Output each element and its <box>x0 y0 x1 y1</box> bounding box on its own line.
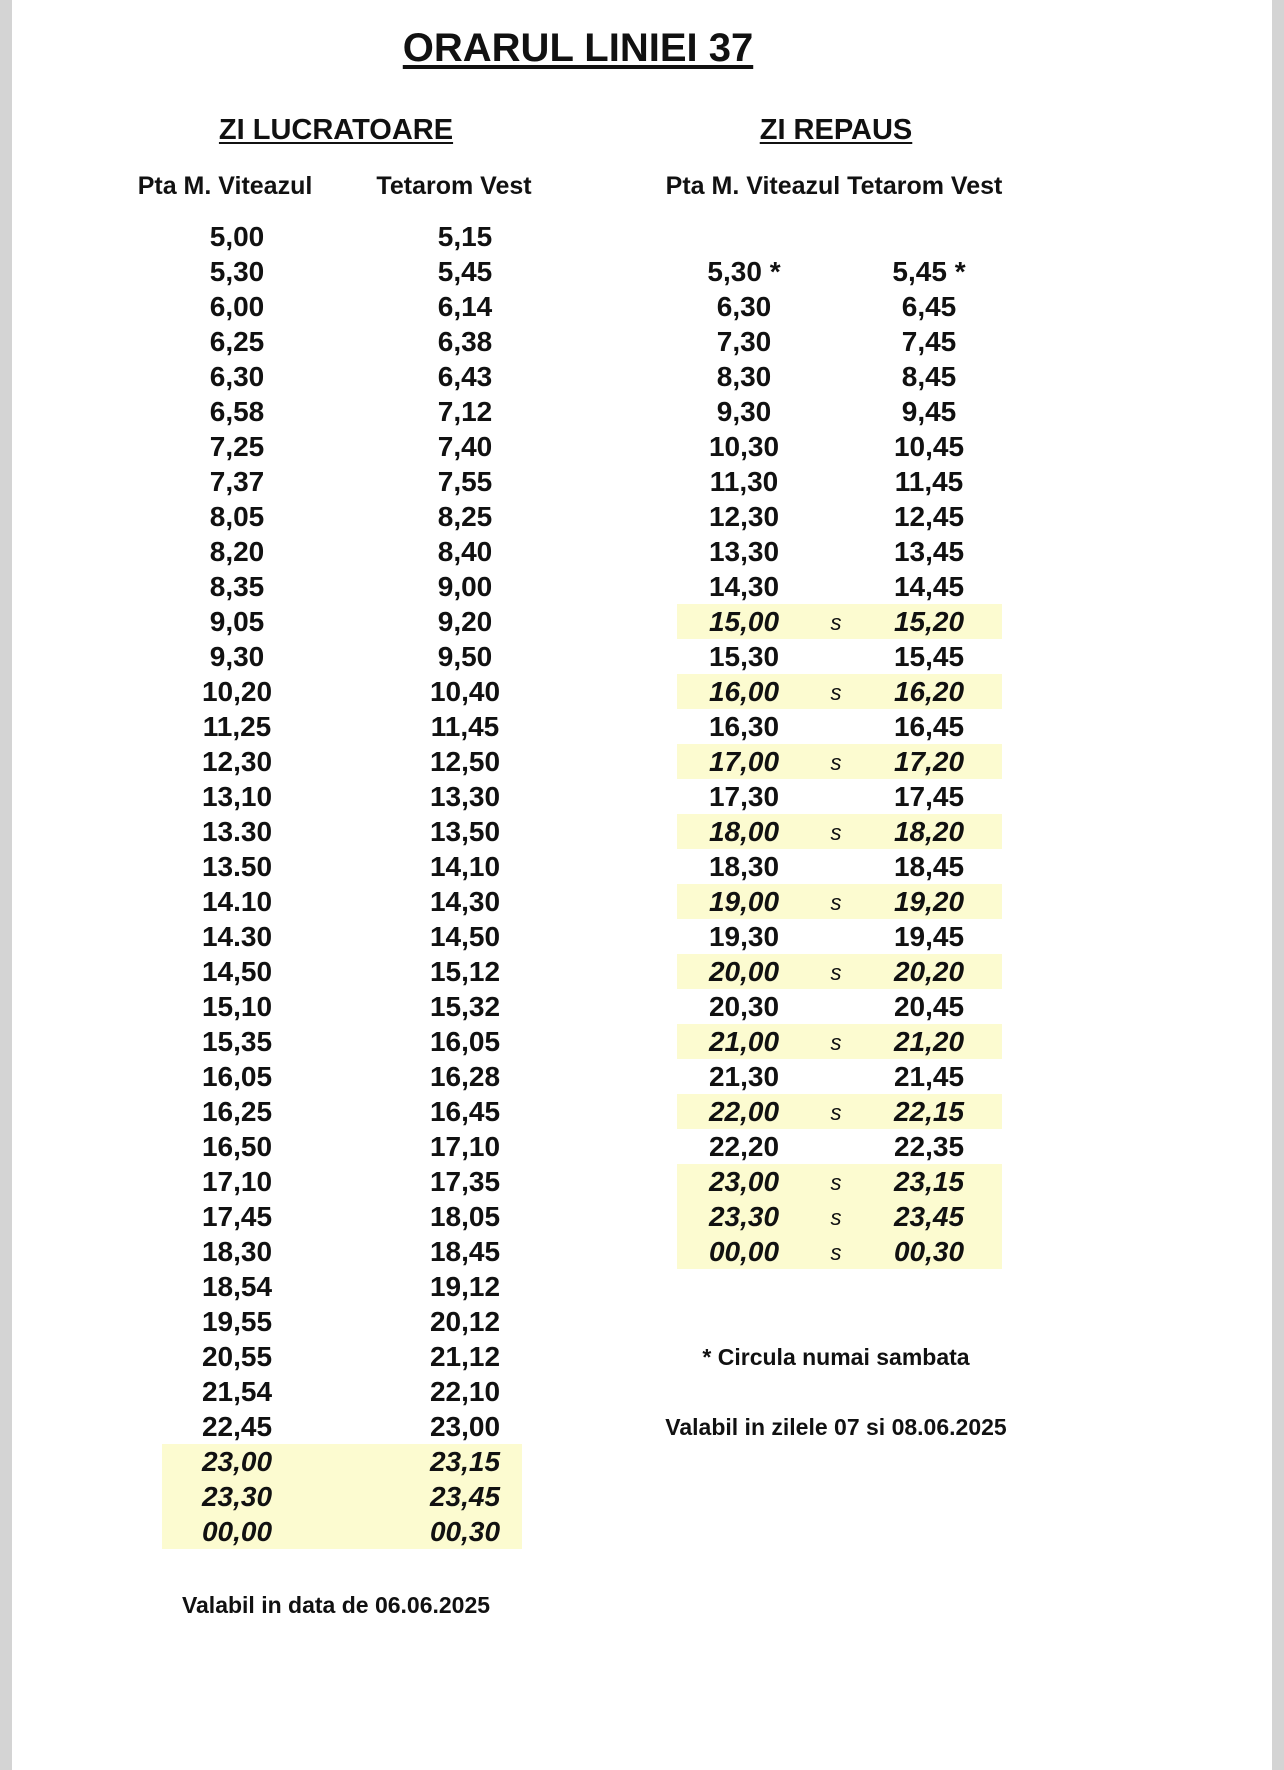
table-row <box>677 639 1002 674</box>
return-time: 22,15 <box>893 1096 965 1127</box>
table-row <box>677 289 1002 324</box>
return-time: 13,50 <box>429 816 501 847</box>
table-row <box>677 534 1002 569</box>
table-row <box>677 1129 1002 1164</box>
return-time: 17,20 <box>893 746 965 777</box>
return-time: 20,12 <box>429 1306 501 1337</box>
table-row <box>162 499 522 534</box>
table-row <box>677 394 1002 429</box>
table-row <box>162 919 522 954</box>
return-time: 00,30 <box>893 1236 965 1267</box>
departure-time: 11,25 <box>202 711 272 742</box>
return-time: 16,05 <box>429 1026 501 1057</box>
table-row <box>162 709 522 744</box>
table-row <box>162 1234 522 1269</box>
return-time: 19,45 <box>893 921 965 952</box>
departure-time: 18,30 <box>708 851 780 882</box>
return-time: 19,20 <box>893 886 965 917</box>
table-row <box>162 1514 522 1549</box>
weekday-validity-note: Valabil in data de 06.06.2025 <box>181 1592 491 1618</box>
service-mark: s <box>830 820 842 845</box>
departure-time: 5,30 <box>209 256 265 287</box>
departure-time: 7,37 <box>209 466 265 497</box>
departure-time: 14,30 <box>708 571 780 602</box>
table-row <box>162 884 522 919</box>
return-time: 23,15 <box>893 1166 965 1197</box>
departure-time: 17,00 <box>708 746 780 777</box>
table-row <box>162 1444 522 1479</box>
return-time: 17,35 <box>429 1166 501 1197</box>
departure-time: 18,30 <box>201 1236 273 1267</box>
return-time: 9,45 <box>901 396 957 427</box>
departure-time: 18,00 <box>708 816 780 847</box>
departure-time: 22,00 <box>708 1096 780 1127</box>
departure-time: 8,05 <box>209 501 265 532</box>
return-time: 22,10 <box>429 1376 501 1407</box>
table-row <box>162 954 522 989</box>
table-row <box>677 1059 1002 1094</box>
return-time: 15,20 <box>893 606 965 637</box>
table-row <box>677 744 1002 779</box>
return-time: 21,20 <box>893 1026 965 1057</box>
departure-time: 10,20 <box>201 676 273 707</box>
return-time: 5,15 <box>437 221 493 252</box>
return-time: 15,32 <box>429 991 501 1022</box>
departure-time: 00,00 <box>708 1236 780 1267</box>
departure-time: 14.30 <box>201 921 273 952</box>
table-row <box>677 884 1002 919</box>
departure-time: 14.10 <box>201 886 273 917</box>
service-mark: s <box>830 680 842 705</box>
departure-time: 13.50 <box>201 851 273 882</box>
departure-time: 23,30 <box>201 1481 273 1512</box>
table-row <box>677 429 1002 464</box>
return-time: 12,45 <box>893 501 965 532</box>
table-row <box>162 1129 522 1164</box>
table-row <box>162 534 522 569</box>
departure-time: 16,50 <box>201 1131 273 1162</box>
departure-time: 12,30 <box>708 501 780 532</box>
return-time: 22,35 <box>893 1131 965 1162</box>
weekday-col-origin: Pta M. Viteazul <box>137 172 313 200</box>
return-time: 5,45 * <box>892 256 966 287</box>
weekend-col-header: Pta M. Viteazul Tetarom Vest <box>665 172 1003 200</box>
return-time: 6,43 <box>437 361 493 392</box>
table-row <box>162 1479 522 1514</box>
table-row <box>162 1339 522 1374</box>
service-mark: s <box>830 1100 842 1125</box>
return-time: 21,12 <box>429 1341 501 1372</box>
departure-time: 8,30 <box>716 361 772 392</box>
return-time: 7,40 <box>437 431 493 462</box>
departure-time: 23,00 <box>708 1166 780 1197</box>
weekday-timetable <box>162 219 522 1549</box>
table-row <box>162 1199 522 1234</box>
table-row <box>677 919 1002 954</box>
service-mark: s <box>830 890 842 915</box>
table-row <box>162 359 522 394</box>
return-time: 13,45 <box>893 536 965 567</box>
page-title: ORARUL LINIEI 37 <box>402 26 754 70</box>
table-row <box>162 254 522 289</box>
table-row <box>162 394 522 429</box>
departure-time: 16,30 <box>708 711 780 742</box>
return-time: 6,38 <box>437 326 493 357</box>
return-time: 9,50 <box>437 641 493 672</box>
departure-time: 13,30 <box>708 536 780 567</box>
table-row <box>677 254 1002 289</box>
return-time: 9,20 <box>437 606 493 637</box>
table-row <box>162 814 522 849</box>
table-row <box>162 1374 522 1409</box>
return-time: 11,45 <box>894 466 964 497</box>
departure-time: 5,30 * <box>707 256 781 287</box>
table-row <box>162 849 522 884</box>
table-row <box>677 499 1002 534</box>
return-time: 16,20 <box>893 676 965 707</box>
table-row <box>162 429 522 464</box>
departure-time: 22,20 <box>708 1131 780 1162</box>
table-row <box>677 324 1002 359</box>
departure-time: 10,30 <box>708 431 780 462</box>
return-time: 14,30 <box>429 886 501 917</box>
table-row <box>162 989 522 1024</box>
return-time: 18,45 <box>893 851 965 882</box>
return-time: 9,00 <box>437 571 493 602</box>
departure-time: 20,30 <box>708 991 780 1022</box>
table-row <box>162 464 522 499</box>
return-time: 14,50 <box>429 921 501 952</box>
table-row <box>162 1164 522 1199</box>
return-time: 00,30 <box>429 1516 501 1547</box>
service-mark: s <box>830 1030 842 1055</box>
table-row <box>677 849 1002 884</box>
table-row <box>162 779 522 814</box>
table-row <box>162 1059 522 1094</box>
table-row <box>162 1094 522 1129</box>
return-time: 18,20 <box>893 816 965 847</box>
weekday-heading: ZI LUCRATOARE <box>218 114 454 146</box>
table-row <box>677 1024 1002 1059</box>
schedule-page <box>12 0 1272 1770</box>
departure-time: 21,54 <box>201 1376 273 1407</box>
return-time: 5,45 <box>437 256 493 287</box>
departure-time: 6,30 <box>716 291 772 322</box>
departure-time: 8,20 <box>209 536 265 567</box>
departure-time: 00,00 <box>201 1516 273 1547</box>
table-row <box>162 569 522 604</box>
departure-time: 16,05 <box>201 1061 273 1092</box>
table-row <box>677 954 1002 989</box>
return-time: 23,45 <box>893 1201 965 1232</box>
table-row <box>677 359 1002 394</box>
departure-time: 9,05 <box>209 606 265 637</box>
table-row <box>162 744 522 779</box>
return-time: 17,10 <box>429 1131 501 1162</box>
departure-time: 23,30 <box>708 1201 780 1232</box>
return-time: 23,00 <box>429 1411 501 1442</box>
table-row <box>677 464 1002 499</box>
service-mark: s <box>830 960 842 985</box>
departure-time: 19,30 <box>708 921 780 952</box>
departure-time: 16,25 <box>201 1096 273 1127</box>
departure-time: 9,30 <box>209 641 265 672</box>
departure-time: 13,10 <box>201 781 273 812</box>
return-time: 15,12 <box>429 956 501 987</box>
return-time: 20,45 <box>893 991 965 1022</box>
departure-time: 19,55 <box>201 1306 273 1337</box>
return-time: 16,45 <box>893 711 965 742</box>
departure-time: 15,00 <box>708 606 780 637</box>
departure-time: 6,30 <box>209 361 265 392</box>
table-row <box>162 1269 522 1304</box>
return-time: 16,28 <box>429 1061 501 1092</box>
weekend-timetable <box>677 254 1002 1269</box>
table-row <box>677 709 1002 744</box>
return-time: 6,45 <box>901 291 957 322</box>
table-row <box>162 604 522 639</box>
departure-time: 23,00 <box>201 1446 273 1477</box>
table-row <box>162 324 522 359</box>
departure-time: 17,10 <box>201 1166 273 1197</box>
table-row <box>677 779 1002 814</box>
departure-time: 17,45 <box>201 1201 273 1232</box>
departure-time: 8,35 <box>209 571 265 602</box>
departure-time: 19,00 <box>708 886 780 917</box>
return-time: 16,45 <box>429 1096 501 1127</box>
table-row <box>162 1409 522 1444</box>
return-time: 13,30 <box>429 781 501 812</box>
table-row <box>677 1234 1002 1269</box>
return-time: 23,45 <box>429 1481 501 1512</box>
return-time: 10,45 <box>893 431 965 462</box>
table-row <box>162 289 522 324</box>
return-time: 11,45 <box>430 711 500 742</box>
departure-time: 7,30 <box>716 326 772 357</box>
table-row <box>677 814 1002 849</box>
table-row <box>162 219 522 254</box>
table-row <box>677 569 1002 604</box>
departure-time: 6,58 <box>209 396 265 427</box>
return-time: 18,45 <box>429 1236 501 1267</box>
return-time: 8,45 <box>901 361 957 392</box>
service-mark: s <box>830 1170 842 1195</box>
return-time: 17,45 <box>893 781 965 812</box>
table-row <box>677 989 1002 1024</box>
return-time: 7,55 <box>437 466 493 497</box>
departure-time: 21,30 <box>708 1061 780 1092</box>
return-time: 6,14 <box>437 291 493 322</box>
table-row <box>677 674 1002 709</box>
service-mark: s <box>830 1240 842 1265</box>
weekend-validity-note: Valabil in zilele 07 si 08.06.2025 <box>665 1414 1007 1440</box>
weekday-col-destination: Tetarom Vest <box>376 172 532 200</box>
return-time: 8,40 <box>437 536 493 567</box>
return-time: 14,45 <box>893 571 965 602</box>
departure-time: 12,30 <box>201 746 273 777</box>
table-row <box>677 1199 1002 1234</box>
departure-time: 20,55 <box>201 1341 273 1372</box>
table-row <box>677 1164 1002 1199</box>
return-time: 7,45 <box>901 326 957 357</box>
departure-time: 20,00 <box>708 956 780 987</box>
table-row <box>677 604 1002 639</box>
departure-time: 18,54 <box>201 1271 273 1302</box>
departure-time: 6,00 <box>209 291 265 322</box>
departure-time: 17,30 <box>708 781 780 812</box>
table-row <box>162 674 522 709</box>
departure-time: 9,30 <box>716 396 772 427</box>
return-time: 14,10 <box>429 851 501 882</box>
return-time: 21,45 <box>893 1061 965 1092</box>
departure-time: 15,35 <box>201 1026 273 1057</box>
return-time: 10,40 <box>429 676 501 707</box>
return-time: 23,15 <box>429 1446 501 1477</box>
departure-time: 16,00 <box>708 676 780 707</box>
return-time: 20,20 <box>893 956 965 987</box>
weekend-heading: ZI REPAUS <box>759 114 913 146</box>
service-mark: s <box>830 1205 842 1230</box>
service-mark: s <box>830 750 842 775</box>
return-time: 19,12 <box>429 1271 501 1302</box>
return-time: 18,05 <box>429 1201 501 1232</box>
departure-time: 22,45 <box>201 1411 273 1442</box>
departure-time: 21,00 <box>708 1026 780 1057</box>
return-time: 7,12 <box>437 396 493 427</box>
departure-time: 13.30 <box>201 816 273 847</box>
departure-time: 7,25 <box>209 431 265 462</box>
saturday-only-note: * Circula numai sambata <box>702 1344 970 1370</box>
service-mark: s <box>830 610 842 635</box>
return-time: 8,25 <box>437 501 493 532</box>
table-row <box>162 1304 522 1339</box>
departure-time: 5,00 <box>209 221 265 252</box>
departure-time: 15,10 <box>201 991 273 1022</box>
departure-time: 11,30 <box>709 466 779 497</box>
table-row <box>677 1094 1002 1129</box>
return-time: 12,50 <box>429 746 501 777</box>
return-time: 15,45 <box>893 641 965 672</box>
departure-time: 14,50 <box>201 956 273 987</box>
table-row <box>162 1024 522 1059</box>
departure-time: 15,30 <box>708 641 780 672</box>
departure-time: 6,25 <box>209 326 265 357</box>
table-row <box>162 639 522 674</box>
